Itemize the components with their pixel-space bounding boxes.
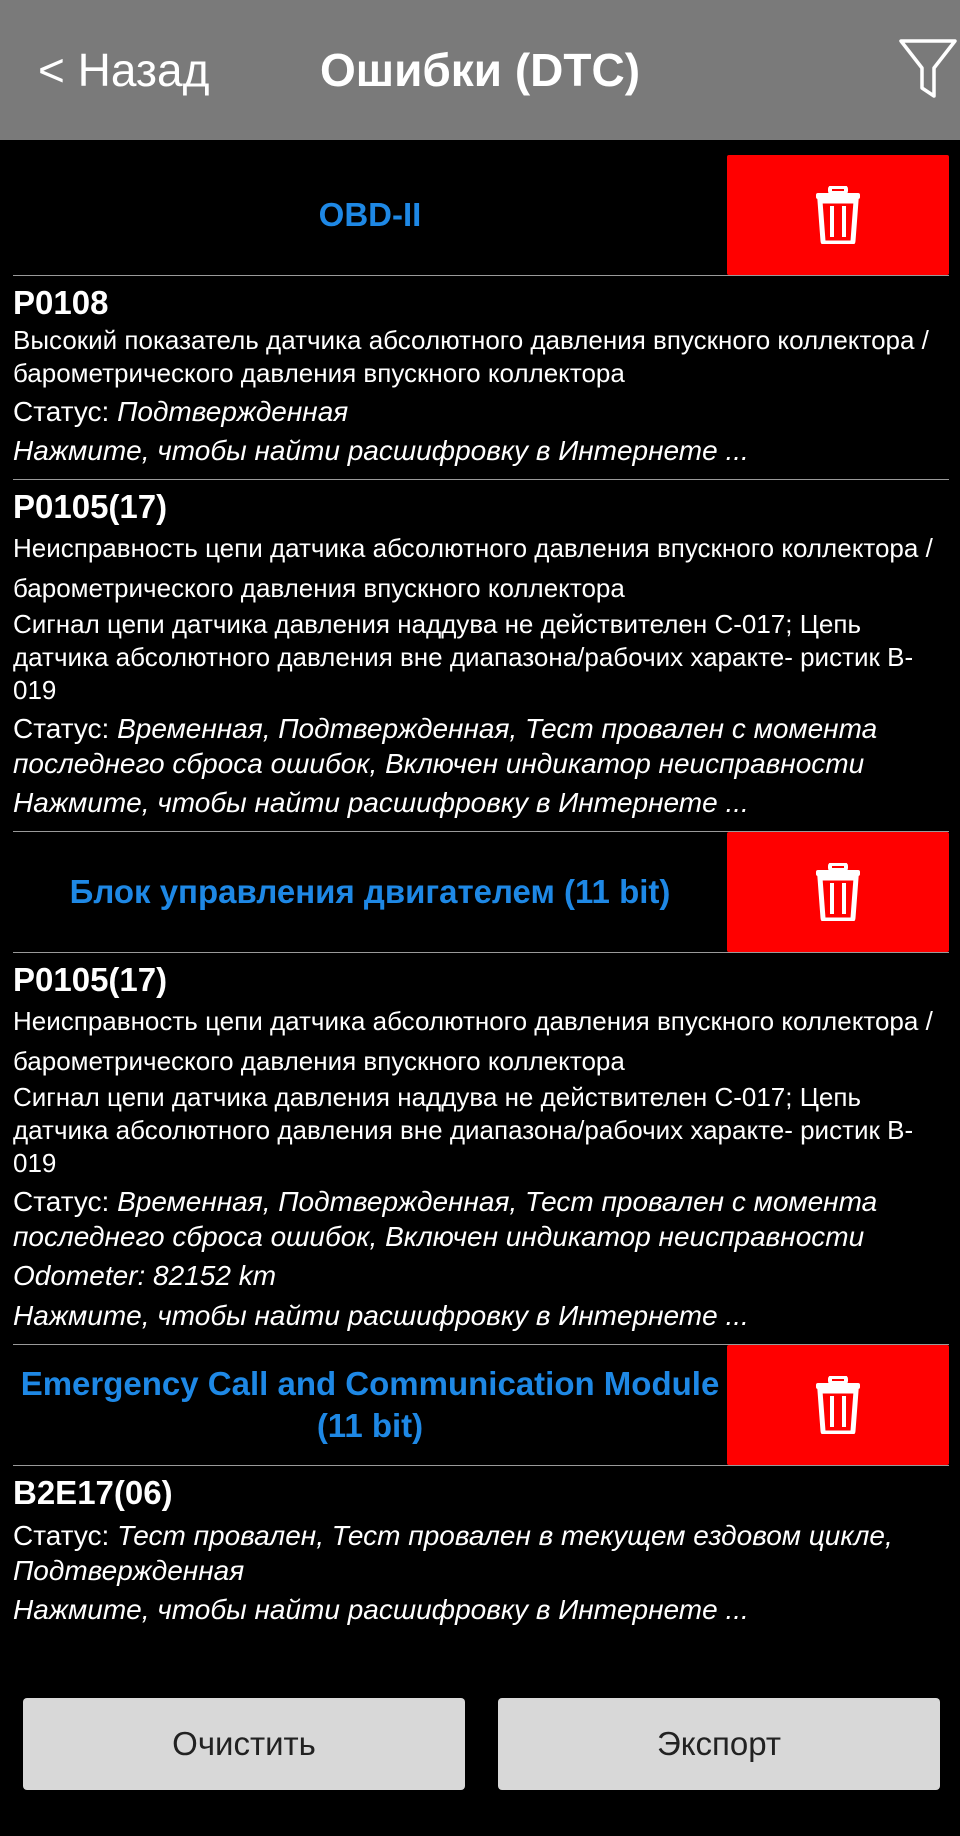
filter-icon[interactable] bbox=[898, 38, 958, 102]
dtc-description: Сигнал цепи датчика давления наддува не действителен C-017; Цепь датчика абсолютного давления вне диапазона/рабочих характе- ристик B-019 bbox=[13, 609, 914, 705]
delete-button[interactable] bbox=[727, 832, 949, 952]
status-value: Временная, Подтвержденная, Тест провален с момента последнего сброса ошибок, Включен индикатор неисправности bbox=[13, 713, 878, 779]
dtc-item[interactable] bbox=[13, 953, 949, 1345]
search-online-link[interactable]: Нажмите, чтобы найти расшифровку в Интернете ... bbox=[13, 435, 749, 466]
export-button[interactable]: Экспорт bbox=[498, 1698, 940, 1790]
back-button[interactable]: < Назад bbox=[38, 44, 210, 96]
trash-icon bbox=[815, 186, 861, 244]
search-online-link[interactable]: Нажмите, чтобы найти расшифровку в Интернете ... bbox=[13, 787, 749, 818]
status-label: Статус: bbox=[13, 396, 110, 427]
section-title: OBD-II bbox=[318, 196, 422, 233]
dtc-list bbox=[13, 140, 949, 1638]
dtc-code: P0105(17) bbox=[13, 961, 168, 998]
dtc-description: Высокий показатель датчика абсолютного давления впускного коллектора / барометрического давления впускного коллектора bbox=[13, 325, 929, 388]
clear-button[interactable]: Очистить bbox=[23, 1698, 465, 1790]
section-header-obd2 bbox=[13, 155, 949, 276]
trash-icon bbox=[815, 863, 861, 921]
status-label: Статус: bbox=[13, 1186, 110, 1217]
status-value: Подтвержденная bbox=[117, 396, 349, 427]
dtc-code: P0108 bbox=[13, 284, 109, 321]
dtc-item[interactable] bbox=[13, 1466, 949, 1638]
status-value: Тест провален, Тест провален в текущем ездовом цикле, Подтвержденная bbox=[13, 1520, 893, 1586]
odometer: Odometer: 82152 km bbox=[13, 1260, 277, 1291]
dtc-description: Сигнал цепи датчика давления наддува не действителен C-017; Цепь датчика абсолютного давления вне диапазона/рабочих характе- ристик B-019 bbox=[13, 1082, 914, 1178]
delete-button[interactable] bbox=[727, 1345, 949, 1465]
status-label: Статус: bbox=[13, 713, 110, 744]
dtc-description: Неисправность цепи датчика абсолютного давления впускного коллектора / барометрического давления впускного коллектора bbox=[13, 1006, 933, 1076]
delete-button[interactable] bbox=[727, 155, 949, 275]
dtc-status bbox=[13, 711, 949, 781]
dtc-item[interactable] bbox=[13, 480, 949, 832]
dtc-item[interactable] bbox=[13, 276, 949, 480]
dtc-status bbox=[13, 1184, 949, 1254]
section-title: Emergency Call and Communication Module (11 bit) bbox=[20, 1365, 720, 1444]
dtc-status bbox=[13, 394, 949, 429]
search-online-link[interactable]: Нажмите, чтобы найти расшифровку в Интернете ... bbox=[13, 1594, 749, 1625]
search-online-link[interactable]: Нажмите, чтобы найти расшифровку в Интернете ... bbox=[13, 1300, 749, 1331]
dtc-code: B2E17(06) bbox=[13, 1474, 173, 1511]
dtc-code: P0105(17) bbox=[13, 488, 168, 525]
section-title: Блок управления двигателем (11 bit) bbox=[69, 873, 671, 910]
top-bar bbox=[0, 0, 960, 140]
section-header-emergency bbox=[13, 1345, 949, 1466]
status-label: Статус: bbox=[13, 1520, 110, 1551]
dtc-status bbox=[13, 1518, 949, 1588]
trash-icon bbox=[815, 1376, 861, 1434]
dtc-description: Неисправность цепи датчика абсолютного давления впускного коллектора / барометрического давления впускного коллектора bbox=[13, 533, 933, 603]
section-header-ecu bbox=[13, 832, 949, 953]
status-value: Временная, Подтвержденная, Тест провален с момента последнего сброса ошибок, Включен индикатор неисправности bbox=[13, 1186, 878, 1252]
page-title: Ошибки (DTC) bbox=[319, 44, 641, 96]
